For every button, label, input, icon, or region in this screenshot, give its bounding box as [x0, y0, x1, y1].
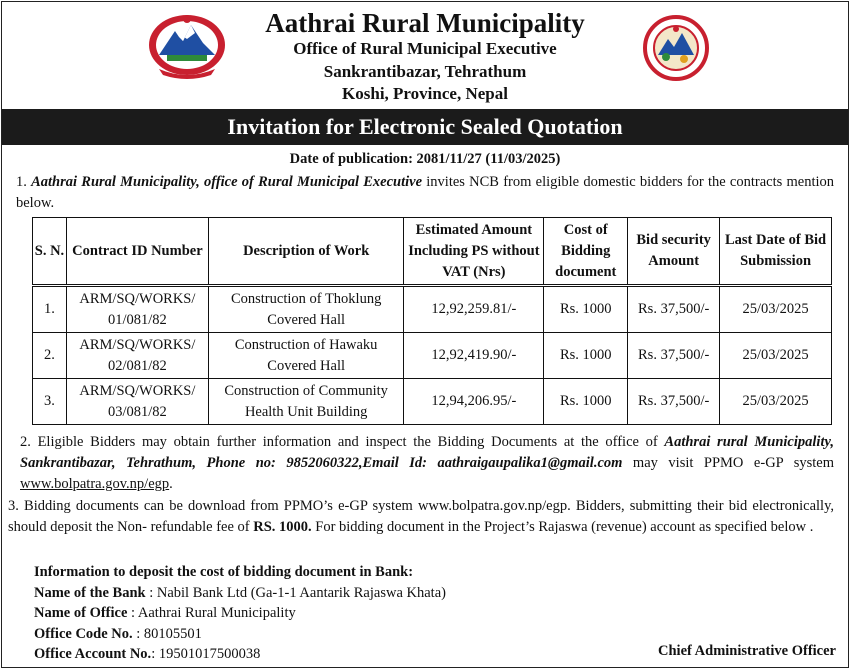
notice-title-banner: Invitation for Electronic Sealed Quotation [2, 109, 848, 145]
issuing-office: Aathrai Rural Municipality, office of Rural Municipal Executive [31, 174, 423, 190]
row-amount: 12,92,259.81/- [404, 286, 544, 333]
row-amount: 12,92,419.90/- [404, 333, 544, 379]
office-name-label: Name of Office [34, 605, 128, 621]
bidding-text: 3. Bidding documents can be download from PPMO’s e-GP system www.bolpatra.gov.np/egp. Bidders, submitting their bid electronically, should deposit the Non- refundable fee of [8, 498, 834, 535]
contract-id-line: 02/081/82 [107, 357, 167, 374]
fee-amount: RS. 1000. [253, 519, 312, 535]
notice-page [1, 1, 849, 668]
office-name-value: : Aathrai Rural Municipality [127, 605, 296, 621]
address-line: Sankrantibazar, Tehrathum [323, 62, 527, 81]
header-contract-id: Contract ID Number [66, 218, 208, 286]
bank-name-line [34, 583, 446, 604]
row-description [208, 379, 404, 425]
table-header-row [33, 218, 832, 286]
eligibility-paragraph [20, 432, 834, 495]
header-estimated-amount: Estimated Amount Including PS without VAT (Nrs) [404, 218, 544, 286]
table-row [33, 333, 832, 379]
row-sn: 1. [33, 286, 67, 333]
description-line: Construction of Hawaku [234, 336, 378, 353]
signatory: Chief Administrative Officer [658, 643, 836, 659]
row-contract-id [66, 379, 208, 425]
contract-id-line: 03/081/82 [107, 403, 167, 420]
intro-text: invites NCB from eligible domestic bidders for the contracts mention below. [16, 174, 835, 211]
row-cost: Rs. 1000 [544, 333, 628, 379]
contract-id-line: ARM/SQ/WORKS/ [79, 290, 196, 307]
office-account-line [34, 644, 446, 665]
row-amount: 12,94,206.95/- [404, 379, 544, 425]
egp-link[interactable]: www.bolpatra.gov.np/egp [20, 476, 170, 492]
contracts-table [32, 217, 832, 425]
office-code-label: Office Code No. [34, 625, 133, 642]
table-row [33, 379, 832, 425]
row-date: 25/03/2025 [720, 333, 832, 379]
header-sn: S. N. [33, 218, 67, 286]
table-row [33, 286, 832, 333]
description-line: Covered Hall [267, 357, 346, 374]
eligibility-text: 2. Eligible Bidders may obtain further information and inspect the Bidding Documents at the office of [20, 434, 665, 450]
eligibility-text-cont: may visit PPMO e-GP system [622, 455, 834, 471]
bank-name-label: Name of the Bank [34, 584, 146, 601]
description-line: Health Unit Building [244, 403, 368, 420]
office-code-line [34, 624, 446, 645]
header-bid-security: Bid security Amount [628, 218, 720, 286]
contract-id-line: 01/081/82 [107, 311, 167, 328]
row-security: Rs. 37,500/- [628, 286, 720, 333]
header-document-cost: Cost of Bidding document [544, 218, 628, 286]
row-sn: 2. [33, 333, 67, 379]
office-code-value: : 80105501 [132, 625, 202, 642]
row-cost: Rs. 1000 [544, 379, 628, 425]
municipality-name: Aathrai Rural Municipality [265, 8, 585, 38]
office-name: Office of Rural Municipal Executive [293, 39, 557, 58]
contract-id-line: ARM/SQ/WORKS/ [79, 382, 196, 399]
bank-info-heading: Information to deposit the cost of bidding document in Bank: [34, 564, 414, 580]
office-account-label: Office Account No. [34, 646, 152, 662]
office-name-line [34, 603, 446, 624]
description-line: Covered Hall [267, 311, 346, 328]
contract-id-line: ARM/SQ/WORKS/ [79, 336, 196, 353]
province-line: Koshi, Province, Nepal [342, 84, 508, 103]
bank-info [34, 562, 446, 665]
header-description: Description of Work [208, 218, 404, 286]
row-contract-id [66, 333, 208, 379]
row-security: Rs. 37,500/- [628, 333, 720, 379]
intro-paragraph [16, 172, 834, 214]
contact-details: Aathrai rural Municipality, Sankrantibazar, Tehrathum, Phone no: 9852060322,Email Id: aathraigaupalika1@gmail.com [20, 434, 834, 471]
period: . [169, 476, 173, 492]
description-line: Construction of Community [224, 382, 388, 399]
bidding-text-cont: For bidding document in the Project’s Rajaswa (revenue) account as specified below . [311, 519, 814, 535]
header-last-date: Last Date of Bid Submission [720, 218, 832, 286]
bidding-documents-paragraph [8, 496, 834, 538]
row-description [208, 333, 404, 379]
publication-date: Date of publication: 2081/11/27 (11/03/2025) [289, 151, 561, 167]
row-description [208, 286, 404, 333]
row-contract-id [66, 286, 208, 333]
item-number: 1. [16, 174, 27, 190]
header [2, 2, 848, 108]
row-sn: 3. [33, 379, 67, 425]
row-cost: Rs. 1000 [544, 286, 628, 333]
row-security: Rs. 37,500/- [628, 379, 720, 425]
bank-name-value: : Nabil Bank Ltd (Ga-1-1 Aantarik Rajaswa Khata) [145, 584, 446, 601]
row-date: 25/03/2025 [720, 379, 832, 425]
description-line: Construction of Thoklung [230, 290, 382, 307]
row-date: 25/03/2025 [720, 286, 832, 333]
office-account-value: : 19501017500038 [151, 646, 261, 662]
